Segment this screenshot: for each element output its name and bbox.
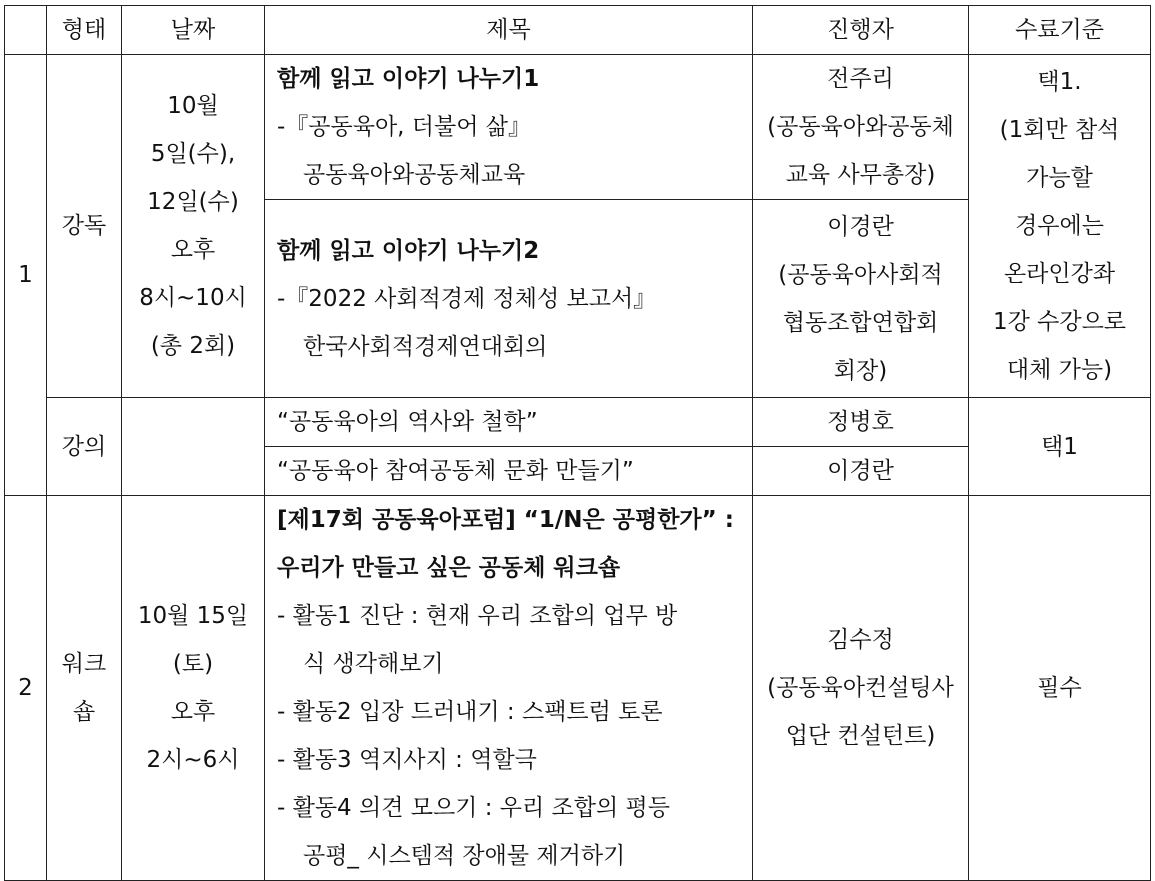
program-table bbox=[4, 5, 1151, 881]
criteria-cell: 택1 bbox=[969, 398, 1151, 496]
header-presenter: 진행자 bbox=[753, 6, 969, 55]
section-number: 1 bbox=[5, 55, 47, 496]
presenter-cell: 김수정 (공동육아컨설팅사 업단 컨설턴트) bbox=[753, 496, 969, 881]
title-cell: [제17회 공동육아포럼] “1/N은 공평한가” : 우리가 만들고 싶은 공동체 워크숍 - 활동1 진단 : 현재 우리 조합의 업무 방 식 생각해보기 - 활동2 입장 드러내기 : 스팩트럼 토론 - 활동3 역지사지 : 역할극 - 활동4 의견 모으기 : 우리 조합의 평등 공평_ 시스템적 장애물 제거하기 bbox=[265, 496, 753, 881]
table-row bbox=[5, 496, 1151, 881]
date-cell: 10월 5일(수), 12일(수) 오후 8시~10시 (총 2회) bbox=[122, 55, 265, 398]
date-cell bbox=[122, 398, 265, 496]
presenter-cell: 이경란 bbox=[753, 447, 969, 496]
title-cell: 함께 읽고 이야기 나누기1 -『공동육아, 더불어 삶』 공동육아와공동체교육 bbox=[265, 55, 753, 200]
header-date: 날짜 bbox=[122, 6, 265, 55]
title-cell: “공동육아 참여공동체 문화 만들기” bbox=[265, 447, 753, 496]
presenter-cell: 전주리 (공동육아와공동체 교육 사무총장) bbox=[753, 55, 969, 200]
header-criteria: 수료기준 bbox=[969, 6, 1151, 55]
header-type: 형태 bbox=[47, 6, 122, 55]
section-number: 2 bbox=[5, 496, 47, 881]
header-title: 제목 bbox=[265, 6, 753, 55]
table-row bbox=[5, 398, 1151, 447]
presenter-cell: 정병호 bbox=[753, 398, 969, 447]
type-cell: 강의 bbox=[47, 398, 122, 496]
title-cell: “공동육아의 역사와 철학” bbox=[265, 398, 753, 447]
date-cell: 10월 15일 (토) 오후 2시~6시 bbox=[122, 496, 265, 881]
criteria-cell: 택1. (1회만 참석 가능할 경우에는 온라인강좌 1강 수강으로 대체 가능) bbox=[969, 55, 1151, 398]
header-row bbox=[5, 6, 1151, 55]
type-cell: 강독 bbox=[47, 55, 122, 398]
title-cell: 함께 읽고 이야기 나누기2 -『2022 사회적경제 정체성 보고서』 한국사회적경제연대회의 bbox=[265, 200, 753, 398]
criteria-cell: 필수 bbox=[969, 496, 1151, 881]
header-no bbox=[5, 6, 47, 55]
table-row bbox=[5, 55, 1151, 200]
type-cell: 워크 숍 bbox=[47, 496, 122, 881]
presenter-cell: 이경란 (공동육아사회적 협동조합연합회 회장) bbox=[753, 200, 969, 398]
